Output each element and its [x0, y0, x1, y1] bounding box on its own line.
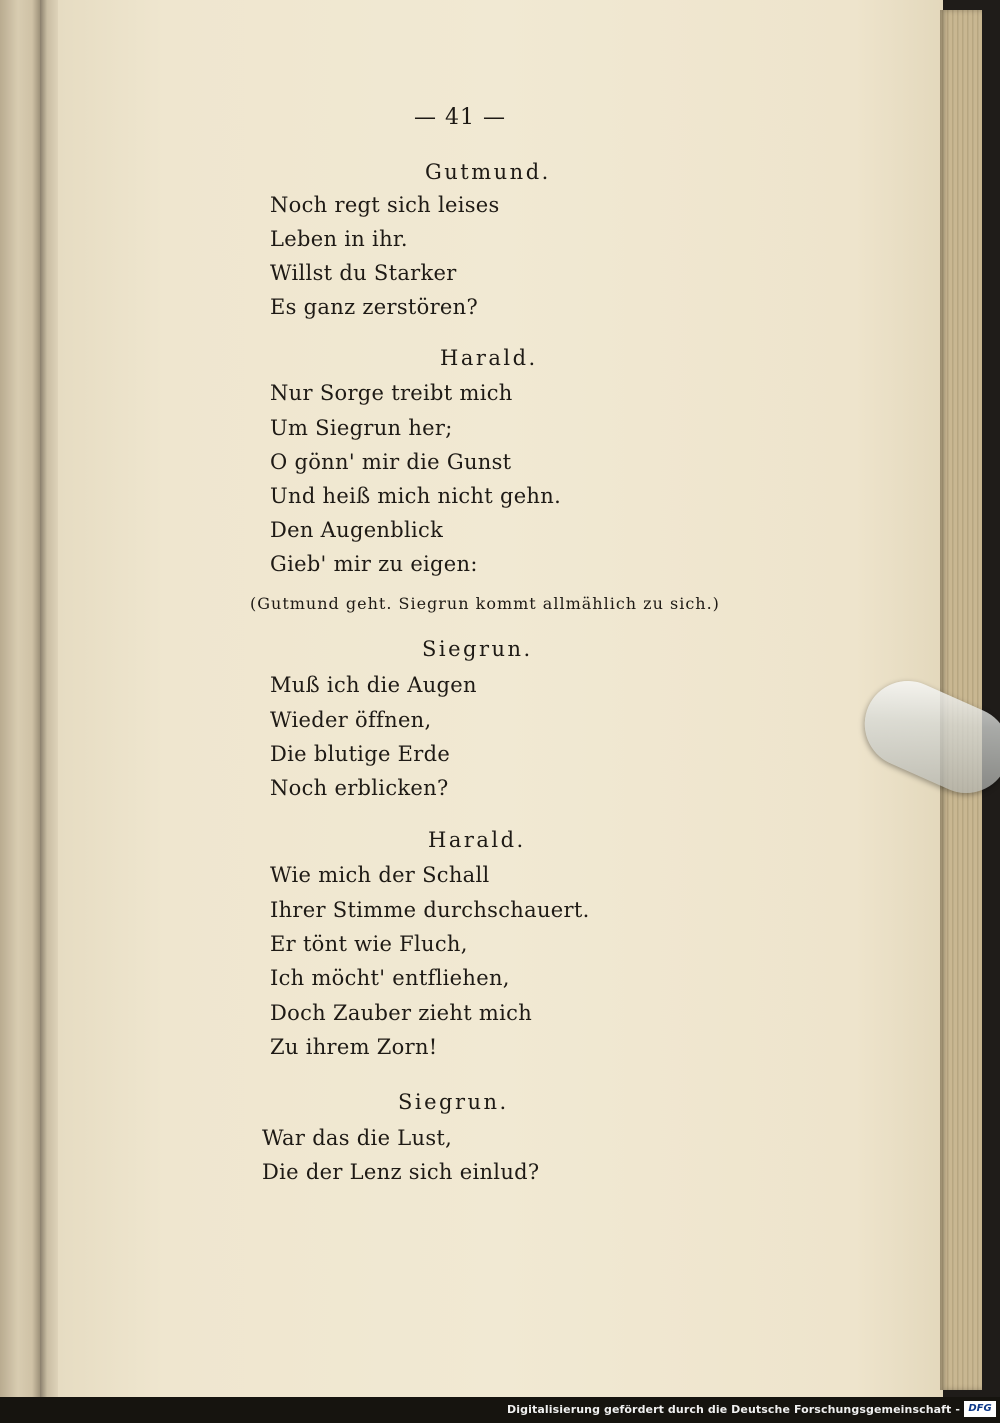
- verse-line: Ich möcht' entfliehen,: [270, 966, 510, 990]
- verse-line: Leben in ihr.: [270, 227, 408, 251]
- funding-credit: Digitalisierung gefördert durch die Deutsche Forschungsgemeinschaft -: [507, 1403, 960, 1416]
- book-page: [58, 0, 943, 1397]
- verse-line: War das die Lust,: [262, 1126, 453, 1150]
- speaker-name: Gutmund.: [425, 160, 551, 184]
- book-gutter: [40, 0, 58, 1405]
- verse-line: Wieder öffnen,: [270, 708, 432, 732]
- speaker-name: Harald.: [440, 346, 538, 370]
- verse-line: Doch Zauber zieht mich: [270, 1001, 533, 1025]
- speaker-name: Harald.: [428, 828, 526, 852]
- verse-line: Ihrer Stimme durchschauert.: [270, 898, 590, 922]
- verse-line: Nur Sorge treibt mich: [270, 381, 513, 405]
- speaker-name: Siegrun.: [398, 1090, 509, 1114]
- verse-line: Zu ihrem Zorn!: [270, 1035, 438, 1059]
- verse-line: Noch regt sich leises: [270, 193, 500, 217]
- left-page-edge: [0, 0, 40, 1405]
- speaker-name: Siegrun.: [422, 637, 533, 661]
- verse-line: Den Augenblick: [270, 518, 444, 542]
- verse-line: O gönn' mir die Gunst: [270, 450, 512, 474]
- verse-line: Muß ich die Augen: [270, 673, 477, 697]
- verse-line: Die blutige Erde: [270, 742, 451, 766]
- page-number: — 41 —: [414, 105, 506, 130]
- verse-line: Gieb' mir zu eigen:: [270, 552, 478, 576]
- verse-line: Er tönt wie Fluch,: [270, 932, 468, 956]
- verse-line: Es ganz zerstören?: [270, 295, 479, 319]
- verse-line: Und heiß mich nicht gehn.: [270, 484, 562, 508]
- verse-line: Noch erblicken?: [270, 776, 449, 800]
- verse-line: Wie mich der Schall: [270, 863, 490, 887]
- verse-line: Um Siegrun her;: [270, 416, 453, 440]
- dfg-logo: DFG: [964, 1401, 996, 1417]
- verse-line: Die der Lenz sich einlud?: [262, 1160, 540, 1184]
- verse-line: Willst du Starker: [270, 261, 457, 285]
- stage-direction: (Gutmund geht. Siegrun kommt allmählich zu sich.): [250, 594, 720, 613]
